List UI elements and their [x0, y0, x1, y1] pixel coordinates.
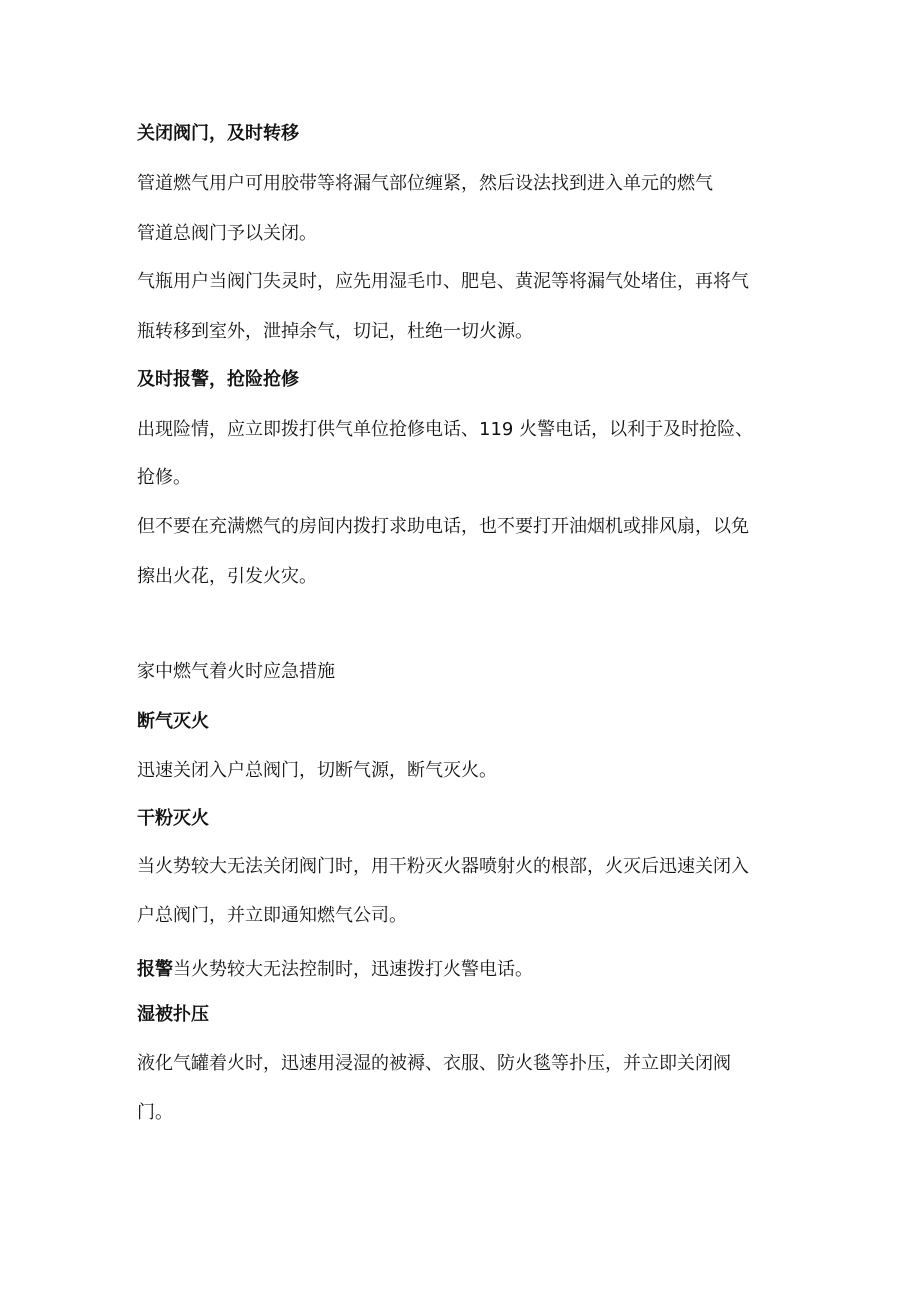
paragraph-line: 但不要在充满燃气的房间内拨打求助电话，也不要打开油烟机或排风扇，以免: [137, 516, 749, 537]
paragraph-line: 抢修。: [137, 467, 191, 488]
inline-heading-alarm: 报警: [137, 959, 173, 980]
fire-emergency-title: 家中燃气着火时应急措施: [137, 661, 335, 682]
section-heading-cut-gas: 断气灭火: [137, 711, 209, 732]
alarm-paragraph: [137, 958, 533, 982]
paragraph-line: 瓶转移到室外，泄掉余气，切记，杜绝一切火源。: [137, 321, 533, 342]
paragraph-line: 液化气罐着火时，迅速用浸湿的被褥、衣服、防火毯等扑压，并立即关闭阀: [137, 1053, 731, 1074]
paragraph-line: 户总阀门，并立即通知燃气公司。: [137, 905, 407, 926]
section-heading-close-valve: 关闭阀门，及时转移: [137, 123, 299, 144]
section-heading-wet-blanket: 湿被扑压: [137, 1004, 209, 1025]
paragraph-line: 门。: [137, 1102, 173, 1123]
paragraph-line: 气瓶用户当阀门失灵时，应先用湿毛巾、肥皂、黄泥等将漏气处堵住，再将气: [137, 271, 749, 292]
section-heading-report-repair: 及时报警，抢险抢修: [137, 369, 299, 390]
paragraph-line: 迅速关闭入户总阀门，切断气源，断气灭火。: [137, 760, 497, 781]
paragraph-line: 出现险情，应立即拨打供气单位抢修电话、119 火警电话，以利于及时抢险、: [137, 419, 754, 440]
section-heading-dry-powder: 干粉灭火: [137, 808, 209, 829]
paragraph-line: 管道燃气用户可用胶带等将漏气部位缠紧，然后设法找到进入单元的燃气: [137, 173, 713, 194]
alarm-text: 当火势较大无法控制时，迅速拨打火警电话。: [173, 959, 533, 980]
paragraph-line: 管道总阀门予以关闭。: [137, 223, 317, 244]
paragraph-line: 擦出火花，引发火灾。: [137, 566, 317, 587]
paragraph-line: 当火势较大无法关闭阀门时，用干粉灭火器喷射火的根部，火灭后迅速关闭入: [137, 856, 749, 877]
